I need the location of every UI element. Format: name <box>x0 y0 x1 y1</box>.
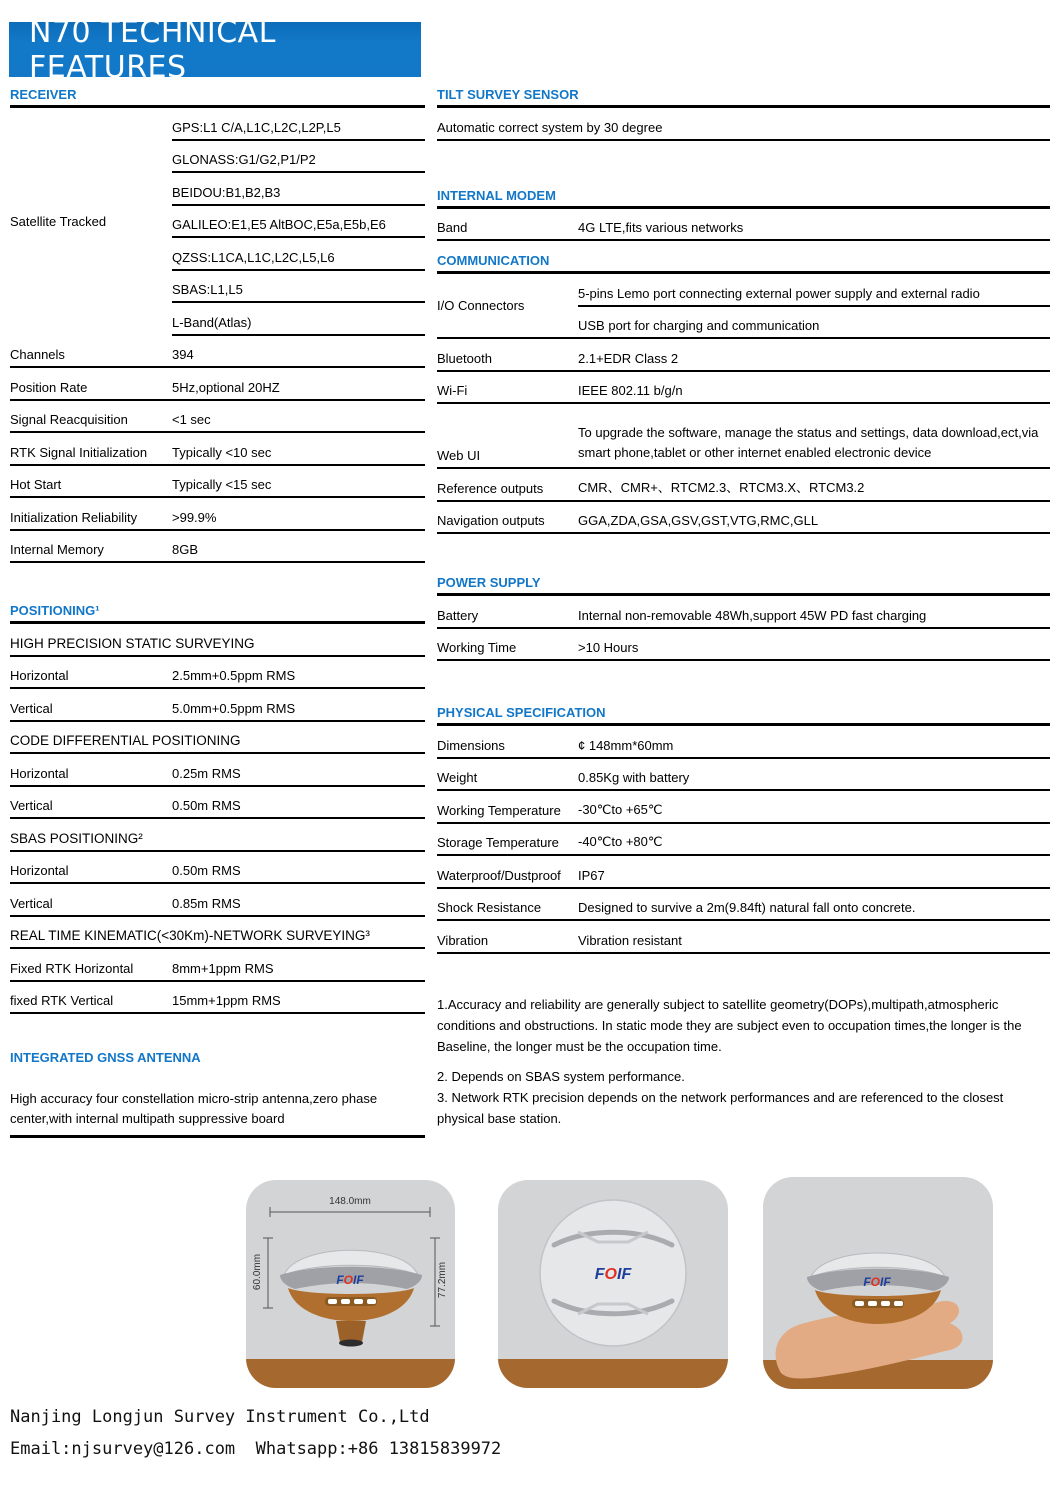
spec-row <box>10 531 425 564</box>
page-title: N70 TECHNICAL FEATURES <box>29 14 276 85</box>
spec-label: Web UI <box>437 448 481 463</box>
brand-logo: FOIF <box>594 1266 632 1283</box>
product-image-top-view-card <box>498 1180 728 1388</box>
section-title: PHYSICAL SPECIFICATION <box>437 705 606 720</box>
spec-value: GGA,ZDA,GSA,GSV,GST,VTG,RMC,GLL <box>578 513 819 528</box>
spec-value: 0.85m RMS <box>172 895 241 911</box>
spec-value: 0.85Kg with battery <box>578 770 690 785</box>
satellite-values <box>172 108 425 336</box>
subsection-header: HIGH PRECISION STATIC SURVEYING <box>10 624 425 657</box>
spec-row <box>437 596 1050 629</box>
spec-label: Storage Temperature <box>437 835 559 850</box>
spec-label: Dimensions <box>437 737 505 753</box>
spec-row <box>10 949 425 982</box>
spec-value: BEIDOU:B1,B2,B3 <box>172 173 425 206</box>
section-header-receiver <box>10 88 425 108</box>
product-image-in-hand-card <box>763 1177 993 1389</box>
spec-value: <1 sec <box>172 412 211 427</box>
spec-value: CMR、CMR+、RTCM2.3、RTCM3.X、RTCM3.2 <box>578 479 865 495</box>
spec-row <box>437 889 1050 922</box>
section-title: RECEIVER <box>10 87 77 102</box>
spec-value: QZSS:L1CA,L1C,L2C,L5,L6 <box>172 238 425 271</box>
spec-label: Horizontal <box>10 668 69 683</box>
section-title: POWER SUPPLY <box>437 575 541 590</box>
section-title: COMMUNICATION <box>437 253 550 268</box>
satellite-tracked-group <box>10 108 425 336</box>
dimension-height-right-label: 77.2mm <box>437 1261 448 1299</box>
spec-label: Working Time <box>437 640 517 655</box>
spec-value: 8mm+1ppm RMS <box>172 960 274 976</box>
section-header-modem <box>437 189 1050 209</box>
spec-label: Working Temperature <box>437 802 561 818</box>
spec-label: I/O Connectors <box>437 298 525 313</box>
spec-value: GLONASS:G1/G2,P1/P2 <box>172 141 425 174</box>
spec-label: Vertical <box>10 895 53 911</box>
spec-value: ¢ 148mm*60mm <box>578 737 674 753</box>
spec-label: Battery <box>437 607 479 623</box>
subsection-header: SBAS POSITIONING² <box>10 819 425 852</box>
section-header-positioning <box>10 604 425 624</box>
section-title: INTERNAL MODEM <box>437 187 556 203</box>
spec-value: 8GB <box>172 542 199 557</box>
spec-label: Channels <box>10 347 65 362</box>
spec-value: L-Band(Atlas) <box>172 303 425 336</box>
spec-row <box>437 339 1050 372</box>
spec-label: Waterproof/Dustproof <box>437 867 561 883</box>
spec-row <box>10 401 425 434</box>
spec-row <box>437 856 1050 889</box>
company-name: Nanjing Longjun Survey Instrument Co.,Ltd <box>10 1407 430 1427</box>
spec-label: Horizontal <box>10 863 69 878</box>
spec-row <box>437 759 1050 792</box>
spec-value: Designed to survive a 2m(9.84ft) natural fall onto concrete. <box>578 900 916 915</box>
spec-value: GPS:L1 C/A,L1C,L2C,L2P,L5 <box>172 108 425 141</box>
footnote-1: 1.Accuracy and reliability are generally subject to satellite geometry(DOPs),multipath,atmospheric conditions and obstructions. In static mode they are subject even to occupation times,the longer is the Baseline, the longer must be the occupation time. <box>437 996 1022 1054</box>
spec-row <box>437 372 1050 405</box>
spec-label: Vertical <box>10 798 53 813</box>
brand-logo: FOIF <box>863 1275 891 1289</box>
receiver-top-view-image <box>498 1180 728 1388</box>
spec-label: Bluetooth <box>437 350 492 366</box>
device-stem <box>336 1321 366 1342</box>
spec-value: 0.50m RMS <box>172 863 241 878</box>
spec-row <box>10 657 425 690</box>
spec-value: USB port for charging and communication <box>578 318 820 333</box>
section-header-antenna: INTEGRATED GNSS ANTENNA <box>10 1050 201 1065</box>
receiver-in-hand-image <box>763 1177 993 1389</box>
spec-value: 2.1+EDR Class 2 <box>578 350 679 366</box>
spec-label: Vibration <box>437 932 489 948</box>
brand-logo: FOIF <box>336 1273 364 1287</box>
spec-label: Initialization Reliability <box>10 509 138 525</box>
io-connectors-group <box>437 274 1050 339</box>
subsection-header: CODE DIFFERENTIAL POSITIONING <box>10 722 425 755</box>
spec-row <box>437 824 1050 857</box>
spec-value: IEEE 802.11 b/g/n <box>578 383 683 398</box>
spec-value: -30℃to +65℃ <box>578 801 663 817</box>
spec-row <box>10 787 425 820</box>
spec-value: 15mm+1ppm RMS <box>172 993 281 1008</box>
spec-value: Typically <10 sec <box>172 444 272 460</box>
spec-label: Band <box>437 220 468 235</box>
spec-row <box>10 754 425 787</box>
spec-row <box>437 502 1050 535</box>
subsection-header: REAL TIME KINEMATIC(<30Km)-NETWORK SURVEYING³ <box>10 917 425 950</box>
spec-row <box>10 498 425 531</box>
spec-label: Hot Start <box>10 477 62 492</box>
spec-value: 0.50m RMS <box>172 798 241 813</box>
spec-value: 0.25m RMS <box>172 765 241 781</box>
spec-row <box>10 336 425 369</box>
section-header-power <box>437 576 1050 596</box>
spec-label: Navigation outputs <box>437 513 545 528</box>
spec-value: Vibration resistant <box>578 932 682 948</box>
spec-value: Internal non-removable 48Wh,support 45W PD fast charging <box>578 607 927 623</box>
spec-value: SBAS:L1,L5 <box>172 271 425 304</box>
spec-row <box>10 689 425 722</box>
footnotes <box>437 994 1050 1129</box>
spec-row <box>437 469 1050 502</box>
section-title: POSITIONING¹ <box>10 603 100 618</box>
spec-label: Satellite Tracked <box>10 214 107 230</box>
spec-value: To upgrade the software, manage the status and settings, data download,ect,via smart phone,tablet or other internet enabled electronic device <box>578 425 1039 460</box>
contact-info: Email:njsurvey@126.com Whatsapp:+86 13815839972 <box>10 1439 502 1459</box>
spec-value: >10 Hours <box>578 640 639 655</box>
spec-row <box>437 209 1050 242</box>
spec-value: GALILEO:E1,E5 AltBOC,E5a,E5b,E6 <box>172 206 425 239</box>
right-column <box>437 88 1050 1129</box>
spec-row <box>437 726 1050 759</box>
spec-label: Reference outputs <box>437 480 544 496</box>
section-title: TILT SURVEY SENSOR <box>437 87 579 102</box>
spec-row <box>10 466 425 499</box>
spec-label: Wi-Fi <box>437 383 468 398</box>
spec-row <box>437 791 1050 824</box>
spec-row <box>10 433 425 466</box>
spec-value: 5Hz,optional 20HZ <box>172 379 280 395</box>
spec-row <box>437 108 1050 141</box>
spec-label: Vertical <box>10 700 53 716</box>
spec-value: -40℃to +80℃ <box>578 834 663 849</box>
spec-label: Position Rate <box>10 379 88 395</box>
left-column <box>10 88 425 1138</box>
spec-value: 4G LTE,fits various networks <box>578 220 744 235</box>
section-header-tilt <box>437 88 1050 108</box>
spec-label: RTK Signal Initialization <box>10 444 148 460</box>
spec-label: Shock Resistance <box>437 900 542 915</box>
spec-value: IP67 <box>578 867 605 883</box>
dimension-width-label: 148.0mm <box>329 1196 371 1207</box>
spec-value: >99.9% <box>172 509 217 525</box>
spec-label: Signal Reacquisition <box>10 412 128 427</box>
section-header-physical <box>437 706 1050 726</box>
spec-value: 5.0mm+0.5ppm RMS <box>172 700 296 716</box>
spec-label: Weight <box>437 770 478 785</box>
spec-row <box>10 368 425 401</box>
receiver-side-view-image <box>246 1180 455 1388</box>
antenna-description: High accuracy four constellation micro-strip antenna,zero phase center,with internal multipath suppressive board <box>10 1089 425 1138</box>
spec-label: Fixed RTK Horizontal <box>10 960 134 976</box>
spec-row <box>10 982 425 1015</box>
spec-value: Automatic correct system by 30 degree <box>437 119 663 135</box>
spec-label: Internal Memory <box>10 542 104 557</box>
section-header-communication <box>437 254 1050 274</box>
spec-row <box>10 884 425 917</box>
spec-value: Typically <15 sec <box>172 477 272 492</box>
spec-label: Horizontal <box>10 765 69 781</box>
spec-value: 2.5mm+0.5ppm RMS <box>172 668 296 683</box>
web-ui-group <box>437 404 1050 469</box>
spec-row <box>10 852 425 885</box>
spec-row <box>437 921 1050 954</box>
footnote-3: 3. Network RTK precision depends on the network performances and are referenced to the closest physical base station. <box>437 1089 1004 1126</box>
spec-label: fixed RTK Vertical <box>10 993 114 1008</box>
footnote-2: 2. Depends on SBAS system performance. <box>437 1068 685 1084</box>
product-image-side-view-card <box>246 1180 455 1388</box>
spec-value: 394 <box>172 347 194 362</box>
spec-value: 5-pins Lemo port connecting external power supply and external radio <box>578 274 1050 307</box>
page-title-banner <box>9 14 421 85</box>
spec-row <box>437 629 1050 662</box>
dimension-height-left-label: 60.0mm <box>252 1253 263 1291</box>
